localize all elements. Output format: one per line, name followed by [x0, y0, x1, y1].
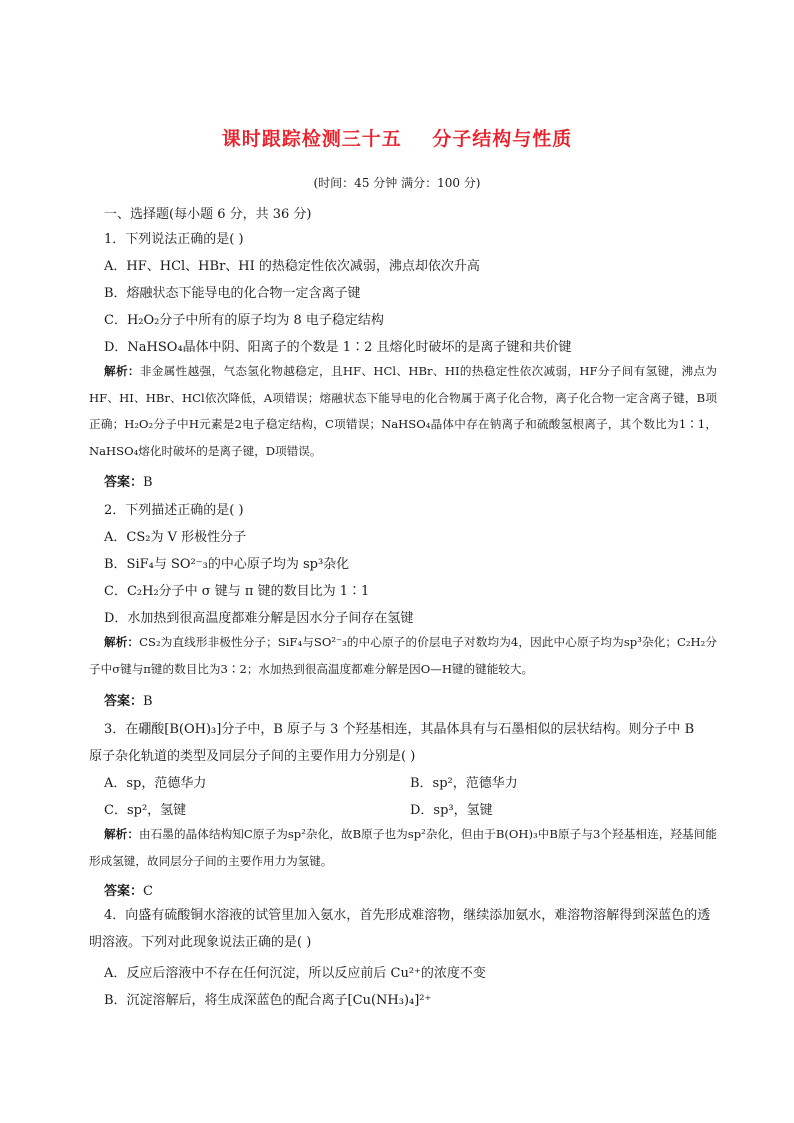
q1-option-a: A．HF、HCl、HBr、HI 的热稳定性依次减弱，沸点却依次升高 [104, 259, 480, 274]
section-heading: 一、选择题(每小题 6 分，共 36 分) [104, 207, 312, 222]
analysis-label: 解析： [104, 827, 139, 841]
q1-option-b: B．熔融状态下能导电的化合物一定含离子键 [104, 286, 361, 301]
analysis-label: 解析： [104, 364, 140, 378]
q3-stem-line2: 原子杂化轨道的类型及同层分子间的主要作用力分别是( ) [89, 749, 416, 764]
q4-stem: 4．向盛有硫酸铜水溶液的试管里加入氨水，首先形成难溶物，继续添加氨水，难溶物溶解得到深蓝色的透明溶液。下列对此现象说法正确的是( ) [89, 908, 711, 950]
q1-stem: 1．下列说法正确的是( ) [104, 232, 244, 247]
q4-option-a: A．反应后溶液中不存在任何沉淀，所以反应前后 Cu²⁺的浓度不变 [104, 966, 486, 981]
q1-option-c: C．H₂O₂分子中所有的原子均为 8 电子稳定结构 [104, 313, 384, 328]
q3-option-c: C．sp²，氢键 [104, 803, 187, 818]
q2-answer-value: B [143, 694, 153, 709]
q1-option-d: D．NaHSO₄晶体中阴、阳离子的个数是 1∶2 且熔化时破坏的是离子键和共价键 [104, 340, 572, 355]
q3-option-d: D．sp³，氢键 [410, 803, 493, 818]
q1-answer [104, 471, 153, 490]
q2-analysis [89, 629, 717, 682]
answer-label: 答案： [104, 694, 144, 709]
answer-label: 答案： [104, 884, 144, 899]
q2-option-c: C．C₂H₂分子中 σ 键与 π 键的数目比为 1∶1 [104, 584, 370, 599]
q3-analysis-text: 由石墨的晶体结构知C原子为sp²杂化，故B原子也为sp²杂化，但由于B(OH)₃中B原子与3个羟基相连，羟基间能形成氢键，故同层分子间的主要作用力为氢键。 [89, 827, 717, 868]
q2-stem: 2．下列描述正确的是( ) [104, 503, 244, 518]
q2-analysis-text: CS₂为直线形非极性分子；SiF₄与SO²⁻₃的中心原子的价层电子对数均为4，因此中心原子均为sp³杂化；C₂H₂分子中σ键与π键的数目比为3∶2；水加热到很高温度都难分解是因O—H键的键能较大。 [89, 635, 717, 676]
page-title: 课时跟踪检测三十五 分子结构与性质 [221, 128, 573, 150]
analysis-label: 解析： [104, 635, 140, 649]
q3-analysis [89, 821, 717, 874]
q3-option-a: A．sp，范德华力 [104, 776, 207, 791]
answer-label: 答案： [104, 475, 144, 490]
q3-option-b: B．sp²，范德华力 [410, 776, 518, 791]
q3-answer [104, 880, 153, 899]
q3-answer-value: C [143, 884, 153, 899]
q2-option-a: A．CS₂为 V 形极性分子 [104, 530, 247, 545]
q1-answer-value: B [143, 475, 153, 490]
q1-analysis-text: 非金属性越强，气态氢化物越稳定，且HF、HCl、HBr、HI的热稳定性依次减弱，HF分子间有氢键，沸点为HF、HI、HBr、HCl依次降低，A项错误；熔融状态下能导电的化合物属于离子化合物，离子化合物一定含离子键，B项正确；H₂O₂分子中H元素是2电子稳定结构，C项错误；NaHSO₄晶体中存在钠离子和硫酸氢根离子，其个数比为1∶1，NaHSO₄熔化时破坏的是离子键，D项错误。 [89, 364, 717, 458]
q2-answer [104, 690, 153, 709]
exam-info: (时间：45 分钟 满分：100 分) [313, 176, 481, 190]
q4-option-b: B．沉淀溶解后，将生成深蓝色的配合离子[Cu(NH₃)₄]²⁺ [104, 993, 432, 1008]
q1-analysis [89, 358, 717, 464]
q2-option-b: B．SiF₄与 SO²⁻₃的中心原子均为 sp³杂化 [104, 557, 350, 572]
q2-option-d: D．水加热到很高温度都难分解是因水分子间存在氢键 [104, 611, 414, 626]
q3-stem-line1: 3．在硼酸[B(OH)₃]分子中，B 原子与 3 个羟基相连，其晶体具有与石墨相似的层状结构。则分子中 B [104, 722, 695, 737]
